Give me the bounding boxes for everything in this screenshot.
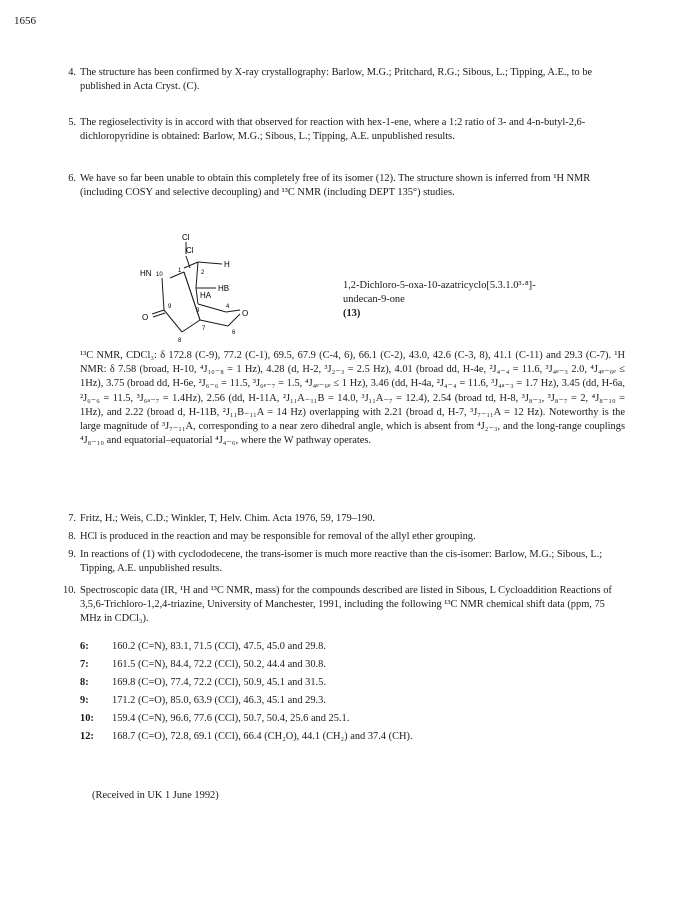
shift-label: 12: <box>80 731 94 742</box>
note-text: In reactions of (1) with cyclododecene, the trans-isomer is much more reactive than the cis-isomer: Barlow, M.G.; Sibous, L.; Tipping, A.E. unpublished results. <box>80 549 603 575</box>
nmr-paragraph <box>80 349 625 448</box>
shift-values: 159.4 (C=N), 96.6, 77.6 (CCl), 50.7, 50.4, 25.6 and 25.1. <box>112 713 350 724</box>
note-7 <box>68 512 625 526</box>
note-number: 7. <box>68 513 76 524</box>
note-5 <box>68 116 625 144</box>
atom-n6: 6 <box>232 330 236 336</box>
note-number: 10. <box>63 585 76 596</box>
note-number: 8. <box>68 531 76 542</box>
shift-row-7 <box>80 658 625 672</box>
note-text: Spectroscopic data (IR, ¹H and ¹³C NMR, mass) for the compounds described are listed in Sibous, L Cycloaddition Reactions of 3,5,6-Trichloro-1,2,4-triazine, University of Manchester, 1991, including the following ¹³C NMR chemical shift data (ppm, 75 MHz in CDCl₃). <box>80 585 612 625</box>
shift-values: 171.2 (C=O), 85.0, 63.9 (CCl), 46.3, 45.1 and 29.3. <box>112 695 326 706</box>
atom-n4: 4 <box>226 304 230 310</box>
atom-hb: HB <box>218 284 230 293</box>
shift-values: 169.8 (C=O), 77.4, 72.2 (CCl), 50.9, 45.1 and 31.5. <box>112 677 326 688</box>
note-9 <box>68 548 625 576</box>
note-6 <box>68 172 625 200</box>
page-number: 1656 <box>14 15 36 27</box>
atom-n1: 1 <box>178 268 182 274</box>
structure-drawing <box>140 232 330 352</box>
note-text: HCl is produced in the reaction and may be responsible for removal of the allyl ether grouping. <box>80 531 476 542</box>
note-text: Fritz, H.; Weis, C.D.; Winkler, T, Helv. Chim. Acta 1976, 59, 179–190. <box>80 513 376 524</box>
note-number: 5. <box>68 117 76 128</box>
shift-row-8 <box>80 676 625 690</box>
note-number: 9. <box>68 549 76 560</box>
compound-caption <box>343 279 593 322</box>
shift-row-12 <box>80 730 625 744</box>
shift-row-10 <box>80 712 625 726</box>
shift-label: 9: <box>80 695 89 706</box>
shift-values: 160.2 (C=N), 83.1, 71.5 (CCl), 47.5, 45.0 and 29.8. <box>112 641 326 652</box>
note-text: The regioselectivity is in accord with that observed for reaction with hex-1-ene, where a 1:2 ratio of 3- and 4-n-butyl-2,6-dichloropyridine is obtained: Barlow, M.G.; Sibous, L.; Tipping, A.E. unpublished results. <box>80 117 586 143</box>
note-text: The structure has been confirmed by X-ray crystallography: Barlow, M.G.; Pritchard, R.G.; Sibous, L.; Tipping, A.E., to be published in Acta Cryst. (C). <box>80 67 593 93</box>
received-date: (Received in UK 1 June 1992) <box>92 790 219 801</box>
shift-values: 168.7 (C=O), 72.8, 69.1 (CCl), 66.4 (CH₂O), 44.1 (CH₂) and 37.4 (CH). <box>112 731 413 742</box>
shift-label: 8: <box>80 677 89 688</box>
atom-n7: 7 <box>202 326 206 332</box>
compound-name-line2: undecan-9-one <box>343 294 405 306</box>
atom-hn: HN <box>140 269 152 278</box>
atom-n9: 9 <box>168 304 172 310</box>
atom-cl-top: Cl <box>182 233 190 242</box>
shift-label: 10: <box>80 713 94 724</box>
chemical-structure <box>140 232 330 352</box>
shift-values: 161.5 (C=N), 84.4, 72.2 (CCl), 50.2, 44.4 and 30.8. <box>112 659 326 670</box>
atom-o-ring: O <box>242 309 249 318</box>
compound-name-line1: 1,2-Dichloro-5-oxa-10-azatricyclo[5.3.1.0³·⁸]- <box>343 280 536 291</box>
note-4 <box>68 66 625 94</box>
note-text: We have so far been unable to obtain this completely free of its isomer (12). The structure shown is inferred from ¹H NMR (including COSY and selective decoupling) and ¹³C NMR (including DEPT 135°) studies. <box>80 173 591 199</box>
nmr-text: ¹³C NMR, CDCl₃: δ 172.8 (C-9), 77.2 (C-1), 69.5, 67.9 (C-4, 6), 66.1 (C-2), 43.0, 42.6 (C-3, 8), 41.1 (C-11) and 29.3 (C-7). ¹H NMR: δ 7.58 (broad, H-10, ⁴J₁₀₋₈ = 1 Hz), 4.28 (d, H-2, ³J₂₋₃ = 2.5 Hz), 4.01 (broad dd, H-4e, ²J₄₋₄ = 11.6, ³J₄ₑ₋₃ 2.0, ⁴J₄ₑ₋₆ₑ ≤ 1Hz), 3.75 (broad dd, H-6e, ²J₆₋₆ = 11.5, ³J₆ₑ₋₇ = 1.5, ⁴J₄ₑ₋₆ₑ ≤ 1 Hz), 3.46 (dd, H-4a, ²J₄₋₄ = 11.6, ³J₄ₐ₋₃ = 1.7 Hz), 3.45 (dd, H-6a, ²J₆₋₆ = 11.5, ³J₆ₐ₋₇ = 1.4Hz), 2.56 (dd, H-11A, ²J₁₁A₋₁₁B = 14.0, ³J₁₁A₋₇ = 12.4), 2.54 (broad td, H-8, ³J₈₋₃, ³J₈₋₇ = 2, ⁴J₈₋₁₀ = 1Hz), and 2.22 (broad d, H-11B, ²J₁₁B₋₁₁A = 14 Hz) overlapping with 2.21 (broad d, H-7, ³J₇₋₁₁A = 12 Hz). Noteworthy is the large magnitude of ³J₇₋₁₁A, corresponding to a near zero dihedral angle, which is absent from ⁴J₂₋₃, and the long-range couplings ⁴J₈₋₁₀ and equatorial–equatorial ⁴J₄₋₆, where the W pathway operates. <box>80 350 625 447</box>
note-10 <box>63 584 625 627</box>
atom-n2: 2 <box>201 270 205 276</box>
shift-row-6 <box>80 640 625 654</box>
atom-n3: 3 <box>196 308 200 314</box>
atom-n8: 8 <box>178 338 182 344</box>
shift-label: 7: <box>80 659 89 670</box>
atom-cl-second: Cl <box>186 246 194 255</box>
note-number: 6. <box>68 173 76 184</box>
shift-label: 6: <box>80 641 89 652</box>
shift-row-9 <box>80 694 625 708</box>
note-number: 4. <box>68 67 76 78</box>
atom-n10: 10 <box>156 272 163 278</box>
compound-number: (13) <box>343 308 361 320</box>
atom-h-right: H <box>224 260 230 269</box>
atom-o-keto: O <box>142 313 149 322</box>
note-8 <box>68 530 625 544</box>
atom-ha: HA <box>200 291 212 300</box>
